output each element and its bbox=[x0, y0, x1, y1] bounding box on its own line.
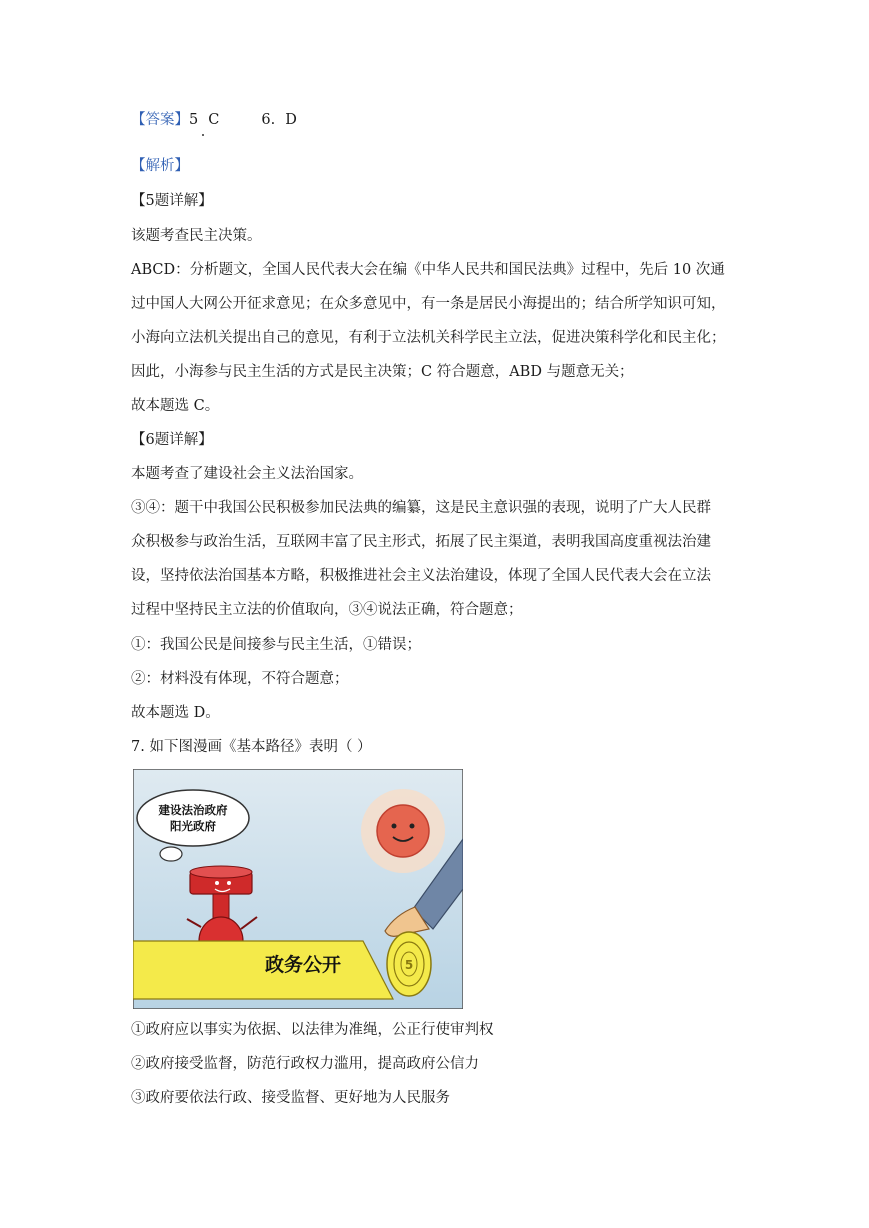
sun-icon bbox=[361, 789, 445, 873]
banner-text: 政务公开 bbox=[264, 954, 342, 976]
q5-line: 过中国人大网公开征求意见；在众多意见中，有一条是居民小海提出的；结合所学知识可知， bbox=[131, 296, 726, 312]
q7-option: ②政府接受监督，防范行政权力滥用，提高政府公信力 bbox=[131, 1056, 479, 1072]
answer-6-value: D bbox=[285, 112, 297, 128]
q6-header: 【6题详解】 bbox=[131, 432, 213, 448]
roll-number: 5 bbox=[404, 958, 414, 972]
q6-line: ①：我国公民是间接参与民主生活，①错误； bbox=[131, 637, 421, 653]
answer-6-number: 6. bbox=[261, 112, 276, 128]
q5-line: 故本题选 C。 bbox=[131, 398, 220, 414]
q5-line: ABCD：分析题文，全国人民代表大会在编《中华人民共和国民法典》过程中，先后 10 次通 bbox=[131, 262, 725, 278]
banner-carpet bbox=[133, 941, 393, 999]
analysis-label: 【解析】 bbox=[131, 158, 189, 174]
answer-5-number: 5 bbox=[189, 112, 199, 128]
q7-option: ①政府应以事实为依据、以法律为准绳，公正行使审判权 bbox=[131, 1022, 494, 1038]
answer-label: 【答案】 bbox=[131, 112, 189, 128]
bubble-text-1: 建设法治政府 bbox=[158, 803, 228, 817]
bubble-text-2: 阳光政府 bbox=[170, 819, 216, 833]
q7-option: ③政府要依法行政、接受监督、更好地为人民服务 bbox=[131, 1090, 450, 1106]
q5-line: 小海向立法机关提出自己的意见，有利于立法机关科学民主立法，促进决策科学化和民主化； bbox=[131, 330, 726, 346]
q6-line: ②：材料没有体现，不符合题意； bbox=[131, 671, 349, 687]
q5-header: 【5题详解】 bbox=[131, 193, 213, 209]
q7-stem: 7. 如下图漫画《基本路径》表明（ ） bbox=[131, 739, 372, 755]
q6-line: 过程中坚持民主立法的价值取向，③④说法正确，符合题意； bbox=[131, 602, 523, 618]
q6-line: 设，坚持依法治国基本方略，积极推进社会主义法治建设，体现了全国人民代表大会在立法 bbox=[131, 568, 711, 584]
q6-line: 本题考查了建设社会主义法治国家。 bbox=[131, 466, 363, 482]
answer-line bbox=[131, 110, 297, 130]
cartoon-figure bbox=[133, 769, 463, 1009]
answer-5-value: C bbox=[208, 112, 220, 128]
cartoon-illustration bbox=[133, 769, 463, 1009]
q6-line: 故本题选 D。 bbox=[131, 705, 220, 721]
q6-line: 众积极参与政治生活，互联网丰富了民主形式，拓展了民主渠道，表明我国高度重视法治建 bbox=[131, 534, 711, 550]
mark-dot bbox=[202, 134, 204, 136]
q5-line: 因此，小海参与民主生活的方式是民主决策；C 符合题意，ABD 与题意无关； bbox=[131, 364, 634, 380]
q6-line: ③④：题干中我国公民积极参加民法典的编纂，这是民主意识强的表现，说明了广大人民群 bbox=[131, 500, 711, 516]
carpet-roll bbox=[387, 932, 431, 996]
q5-line: 该题考查民主决策。 bbox=[131, 228, 262, 244]
